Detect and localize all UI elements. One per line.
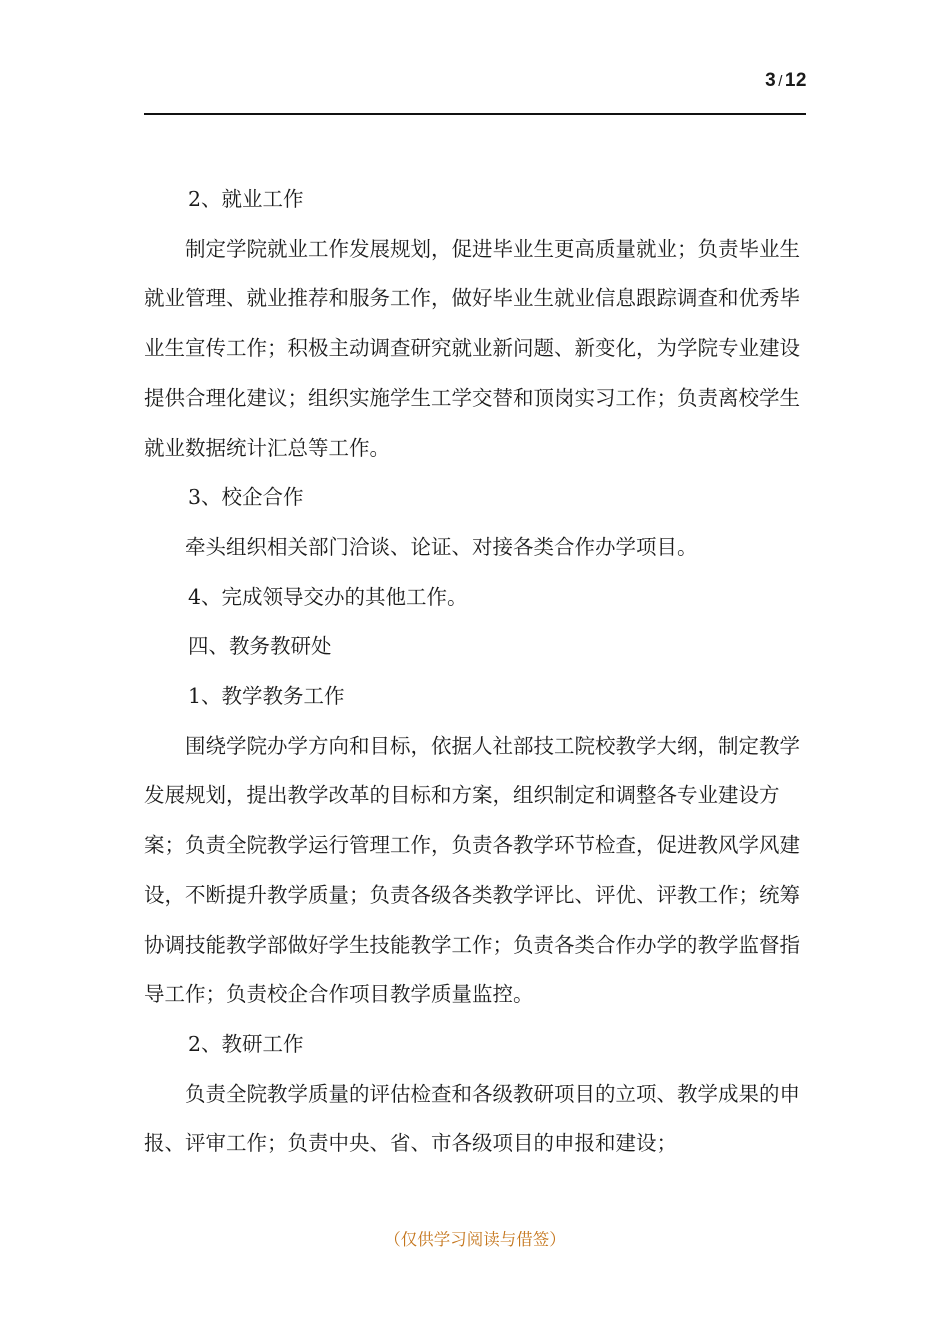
document-body <box>144 175 810 1169</box>
section-heading-teaching-research: 2、教研工作 <box>188 1031 304 1056</box>
section-heading-school-enterprise: 3、校企合作 <box>188 485 304 510</box>
page-separator: / <box>778 73 783 90</box>
page-number <box>765 70 807 92</box>
paragraph-employment: 制定学院就业工作发展规划，促进毕业生更高质量就业；负责毕业生就业管理、就业推荐和服务工作，做好毕业生就业信息跟踪调查和优秀毕业生宣传工作；积极主动调查研究就业新问题、新变化，为学院专业建设提供合理化建议；组织实施学生工学交替和顶岗实习工作；负责离校学生就业数据统计汇总等工作。 <box>144 236 800 460</box>
section-heading-teaching-affairs: 1、教学教务工作 <box>188 684 345 709</box>
section-heading-employment: 2、就业工作 <box>188 187 304 211</box>
paragraph-school-enterprise: 牵头组织相关部门洽谈、论证、对接各类合作办学项目。 <box>185 534 698 559</box>
footer-note: （仅供学习阅读与借签） <box>384 1230 566 1249</box>
page-total: 12 <box>784 70 807 91</box>
section-heading-other-tasks: 4、完成领导交办的其他工作。 <box>188 584 468 609</box>
header-rule <box>144 113 806 115</box>
section-heading-academic-affairs-office: 四、教务教研处 <box>188 634 332 659</box>
paragraph-teaching-affairs: 围绕学院办学方向和目标，依据人社部技工院校教学大纲，制定教学发展规划，提出教学改革的目标和方案，组织制定和调整各专业建设方案；负责全院教学运行管理工作，负责各教学环节检查，促进教风学风建设，不断提升教学质量；负责各级各类教学评比、评优、评教工作；统筹协调技能教学部做好学生技能教学工作；负责各类合作办学的教学监督指导工作；负责校企合作项目教学质量监控。 <box>144 733 800 1007</box>
page-current: 3 <box>765 70 777 91</box>
paragraph-teaching-research: 负责全院教学质量的评估检查和各级教研项目的立项、教学成果的申报、评审工作；负责中央、省、市各级项目的申报和建设； <box>144 1081 800 1156</box>
